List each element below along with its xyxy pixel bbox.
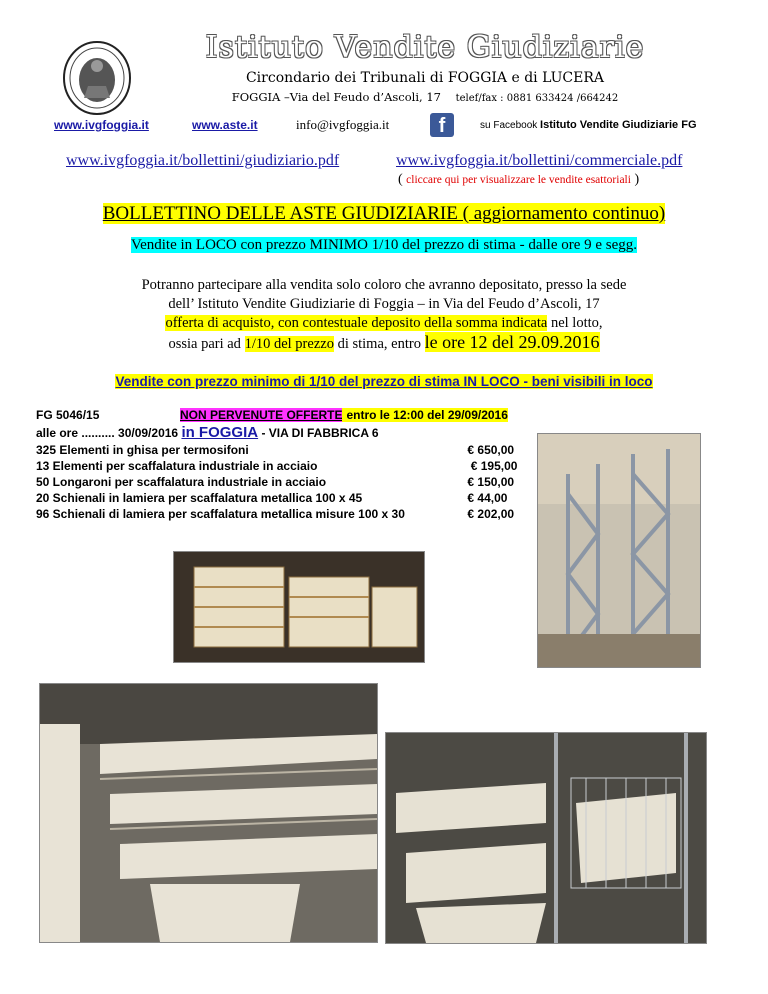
lot-item-price: € 195,00	[467, 459, 518, 473]
lot-item-row	[36, 474, 526, 490]
lot-items-table	[36, 442, 526, 522]
photo-shelving-racks	[537, 433, 701, 668]
click-note	[398, 172, 639, 188]
facebook-name[interactable]: Istituto Vendite Giudiziarie FG	[540, 119, 697, 131]
click-note-open: (	[398, 172, 403, 187]
click-note-close: )	[634, 172, 640, 187]
lot-time-line	[36, 424, 379, 441]
facebook-line	[480, 119, 697, 131]
lot-item-description: 13 Elementi per scaffalatura industriale in acciaio	[36, 459, 318, 473]
lot-status-line	[180, 408, 508, 422]
bulletin-title	[0, 203, 768, 225]
lot-item-description: 50 Longaroni per scaffalatura industriale in acciaio	[36, 475, 327, 489]
lot-code: FG 5046/15	[36, 408, 100, 422]
photo-warehouse-right	[385, 732, 707, 944]
para-highlight-price: 1/10 del prezzo	[244, 336, 334, 352]
para-deadline: le ore 12 del 29.09.2016	[424, 332, 600, 352]
lot-status: NON PERVENUTE OFFERTE	[180, 408, 343, 422]
bulletin-subtitle	[0, 237, 768, 254]
lot-deadline: entro le 12:00 del 29/09/2016	[342, 408, 507, 422]
para-line-3-rest: nel lotto,	[547, 315, 603, 331]
address-line	[165, 90, 685, 104]
para-highlight-offer: offerta di acquisto, con contestuale deposito della somma indicata	[165, 315, 548, 331]
lot-item-row	[36, 506, 526, 522]
lot-item-row	[36, 442, 526, 458]
lot-item-row	[36, 490, 526, 506]
photo-radiator-elements	[173, 551, 425, 663]
lot-date: alle ore .......... 30/09/2016	[36, 426, 182, 440]
lot-item-description: 96 Schienali di lamiera per scaffalatura metallica misure 100 x 30	[36, 507, 405, 521]
para-line-4-a: ossia pari ad	[168, 336, 245, 352]
para-line-1: Potranno partecipare alla vendita solo coloro che avranno depositato, presso la sede	[141, 277, 627, 293]
para-line-4	[40, 333, 728, 354]
section-heading	[0, 374, 768, 389]
facebook-prefix: su Facebook	[480, 120, 538, 131]
pdf-link-commerciale[interactable]: www.ivgfoggia.it/bollettini/commerciale.pdf	[396, 152, 683, 169]
lot-street: - VIA DI FABBRICA 6	[258, 426, 379, 440]
lot-item-description: 20 Schienali in lamiera per scaffalatura metallica 100 x 45	[36, 491, 363, 505]
lot-item-price: € 650,00	[467, 443, 515, 457]
para-line-4-b: di stima, entro	[333, 336, 425, 352]
lot-item-price: € 202,00	[467, 507, 515, 521]
site-link-ivgfoggia[interactable]: www.ivgfoggia.it	[54, 118, 149, 132]
lot-item-price: € 44,00	[467, 491, 508, 505]
click-note-link[interactable]: cliccare qui per visualizzare le vendite esattoriali	[406, 174, 631, 186]
para-line-2: dell’ Istituto Vendite Giudiziarie di Foggia – in Via del Feudo d’Ascoli, 17	[168, 296, 600, 312]
email-text: info@ivgfoggia.it	[296, 117, 390, 132]
photo-warehouse-left	[39, 683, 378, 943]
phone: telef/fax : 0881 633424 /664242	[455, 93, 619, 104]
address: FOGGIA –Via del Feudo d’Ascoli, 17	[231, 90, 441, 104]
lot-item-row	[36, 458, 526, 474]
para-line-3	[40, 314, 728, 333]
site-link-aste[interactable]: www.aste.it	[192, 118, 258, 132]
bulletin-title-text: BOLLETTINO DELLE ASTE GIUDIZIARIE ( aggiornamento continuo)	[102, 203, 666, 224]
lot-item-price: € 150,00	[467, 475, 515, 489]
facebook-icon[interactable]: f	[430, 113, 454, 137]
pdf-link-giudiziario[interactable]: www.ivgfoggia.it/bollettini/giudiziario.pdf	[66, 152, 340, 169]
institute-title: Istituto Vendite Giudiziarie	[205, 30, 645, 65]
circondario-line: Circondario dei Tribunali di FOGGIA e di LUCERA	[245, 70, 605, 86]
lot-item-description: 325 Elementi in ghisa per termosifoni	[36, 443, 249, 457]
lot-city: in FOGGIA	[181, 424, 259, 441]
bulletin-subtitle-text: Vendite in LOCO con prezzo MINIMO 1/10 del prezzo di stima - dalle ore 9 e segg.	[130, 237, 638, 253]
bulletin-paragraph	[40, 276, 728, 354]
section-heading-text: Vendite con prezzo minimo di 1/10 del prezzo di stima IN LOCO - beni visibili in loco	[115, 374, 653, 389]
institute-seal	[62, 40, 132, 116]
